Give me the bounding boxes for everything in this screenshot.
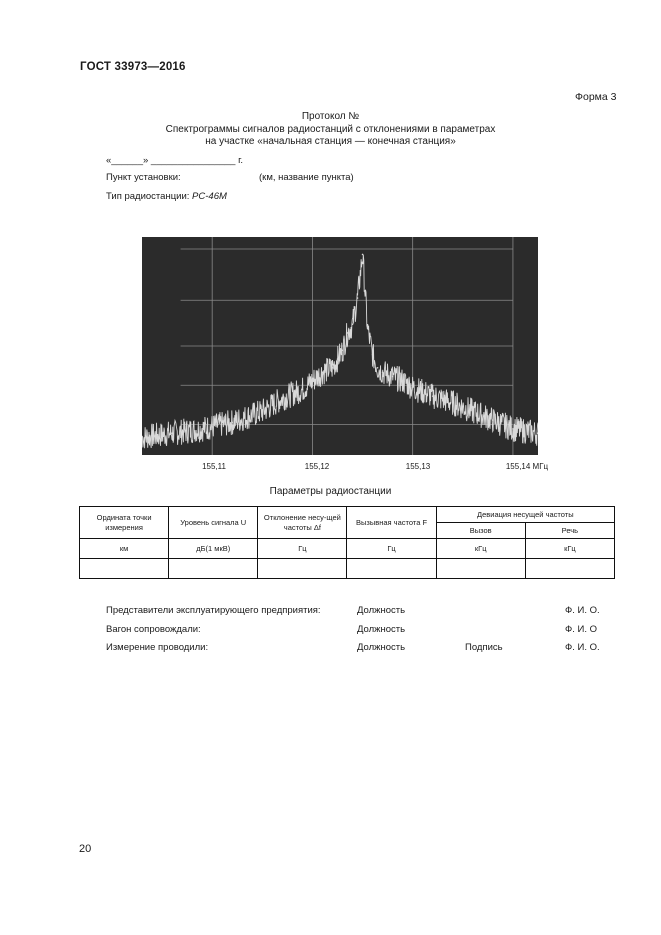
signature-label-1: Представители эксплуатирующего предприятия: — [106, 605, 321, 616]
spectrum-point — [302, 389, 304, 391]
spectrum-point — [342, 350, 344, 352]
spectrum-point — [357, 297, 359, 299]
table-row — [80, 559, 615, 579]
form-label: Форма 3 — [575, 91, 617, 103]
header-speech: Речь — [525, 523, 614, 539]
spectrum-point — [372, 354, 374, 356]
spectrum-point — [382, 371, 384, 373]
location-label: Пункт установки: — [106, 172, 181, 183]
signature-position-1: Должность — [357, 605, 406, 616]
table-cell — [347, 559, 436, 579]
table-cell — [525, 559, 614, 579]
x-tick-4: 155,14 МГц — [505, 462, 549, 471]
table-cell — [436, 559, 525, 579]
spectrum-point — [231, 422, 233, 424]
protocol-title: Протокол № — [301, 111, 360, 122]
spectrum-point — [412, 387, 414, 389]
unit-cell: кГц — [525, 539, 614, 559]
spectrum-point — [201, 428, 203, 430]
unit-cell: кГц — [436, 539, 525, 559]
table-cell — [169, 559, 258, 579]
spectrum-point — [402, 380, 404, 382]
unit-cell: Гц — [258, 539, 347, 559]
header-signal-level: Уровень сигнала U — [169, 507, 258, 539]
spectrum-point — [392, 376, 394, 378]
signature-name-1: Ф. И. О. — [565, 605, 600, 616]
table-cell — [258, 559, 347, 579]
spectrum-point — [337, 358, 339, 360]
unit-cell: дБ(1 мкВ) — [169, 539, 258, 559]
x-tick-3: 155,13 — [405, 462, 431, 471]
spectrogram-svg — [142, 237, 538, 457]
table-cell — [80, 559, 169, 579]
radio-type-line — [106, 191, 227, 202]
radio-type-label: Тип радиостанции: — [106, 191, 190, 202]
header-ordinate: Ордината точки измерения — [80, 507, 169, 539]
spectrum-point — [171, 432, 173, 434]
unit-cell: км — [80, 539, 169, 559]
header-carrier-deviation: Девиация несущей частоты — [436, 507, 614, 523]
spectrum-point — [492, 419, 494, 421]
spectrum-point — [367, 328, 369, 330]
spectrum-point — [312, 380, 314, 382]
date-field: «______» ________________ г. — [106, 155, 244, 166]
radio-type-value: РС-46М — [192, 191, 227, 202]
signature-position-2: Должность — [357, 624, 406, 635]
signature-sign-3: Подпись — [465, 642, 503, 653]
spectrum-point — [377, 367, 379, 369]
spectrum-point — [472, 411, 474, 413]
table-units-row — [80, 539, 615, 559]
x-tick-1: 155,11 — [202, 462, 226, 471]
protocol-subtitle-2: на участке «начальная станция — конечная станция» — [205, 136, 456, 147]
spectrum-point — [347, 332, 349, 334]
signature-name-3: Ф. И. О. — [565, 642, 600, 653]
spectrum-point — [322, 371, 324, 373]
spectrum-point — [332, 367, 334, 369]
header-call-frequency: Вызывная частота F — [347, 507, 436, 539]
spectrum-point — [452, 402, 454, 404]
location-hint: (км, название пункта) — [259, 172, 354, 183]
spectrum-point — [432, 395, 434, 397]
spectrum-point — [262, 411, 264, 413]
spectrum-point — [352, 323, 354, 325]
signature-label-2: Вагон сопровождали: — [106, 624, 201, 635]
signature-name-2: Ф. И. О — [565, 624, 597, 635]
spectrum-point — [282, 398, 284, 400]
page-number: 20 — [79, 843, 92, 855]
protocol-subtitle-1: Спектрограммы сигналов радиостанций с отклонениями в параметрах — [165, 124, 496, 135]
signature-label-3: Измерение проводили: — [106, 642, 209, 653]
table-title: Параметры радиостанции — [269, 486, 392, 497]
x-tick-2: 155,12 — [304, 462, 330, 471]
spectrum-point — [512, 428, 514, 430]
standard-number: ГОСТ 33973—2016 — [80, 61, 186, 73]
table-header-row — [80, 507, 615, 523]
header-call: Вызов — [436, 523, 525, 539]
header-frequency-deviation: Отклонение несу-щей частоты Δf — [258, 507, 347, 539]
parameters-table — [79, 506, 615, 579]
spectrum-point — [362, 254, 364, 256]
unit-cell: Гц — [347, 539, 436, 559]
spectrogram-chart — [142, 237, 538, 457]
signature-position-3: Должность — [357, 642, 406, 653]
